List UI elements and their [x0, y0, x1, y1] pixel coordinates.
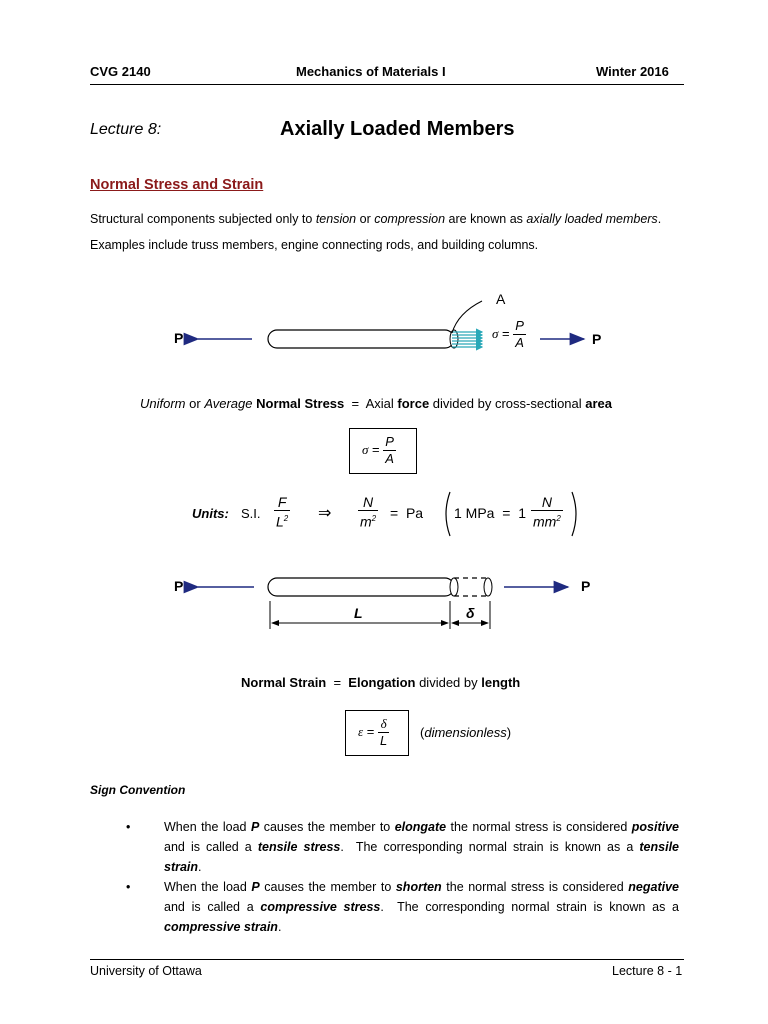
- elongated-end: [484, 578, 492, 596]
- strain-definition: Normal Strain = Elongation divided by length: [241, 675, 521, 690]
- intro-line-1: Structural components subjected only to tension or compression are known as axially loaded members.: [90, 212, 662, 226]
- footer-page: Lecture 8 - 1: [612, 964, 683, 978]
- footer-rule: [90, 959, 684, 960]
- elongation-dashed: [454, 578, 488, 596]
- course-title: Mechanics of Materials I: [296, 64, 446, 79]
- figure1-load-left: P: [174, 330, 184, 346]
- figure1-stress-formula: σ = $\frac{P}{A}$: [492, 318, 524, 350]
- intro-line-2: Examples include truss members, engine connecting rods, and building columns.: [90, 238, 539, 252]
- bar-2: [268, 578, 454, 596]
- header-rule: [90, 84, 684, 85]
- figure1-load-right: P: [592, 331, 602, 347]
- sign-convention-list: [126, 817, 683, 937]
- lecture-title: Axially Loaded Members: [280, 118, 515, 140]
- list-item: • When the load P causes the member to shorten the normal stress is considered negative and is called a compressive stress. The corresponding normal strain is known as a compressive strain.: [126, 877, 679, 937]
- term: Winter 2016: [596, 64, 669, 79]
- course-code: CVG 2140: [90, 64, 151, 79]
- units-force-over-area: $\frac{F}{L^2}$: [276, 494, 289, 530]
- stress-formula-box: σ = $\frac{P}{A}$: [349, 428, 417, 474]
- figure2-load-right: P: [581, 578, 591, 594]
- figure-elongation: [160, 565, 620, 635]
- units-mpa: 1 MPa = 1: [454, 505, 526, 521]
- units-newton-per-mm2: $\frac{N}{mm^2}$: [533, 494, 561, 530]
- original-end: [450, 578, 458, 596]
- area-leader: [452, 301, 482, 333]
- strain-formula-box: ε = $\frac{\delta}{L}$: [345, 710, 409, 756]
- lecture-label: Lecture 8:: [90, 121, 162, 138]
- footer-university: University of Ottawa: [90, 964, 202, 978]
- length-label: L: [354, 605, 363, 621]
- delta-label: δ: [466, 605, 475, 621]
- dimensionless-note: (dimensionless): [420, 725, 512, 740]
- bar: [268, 330, 454, 348]
- units-pascal: = Pa: [390, 505, 424, 521]
- list-item: • When the load P causes the member to elongate the normal stress is considered positive and is called a tensile stress. The corresponding normal strain is known as a tensile strain.: [126, 817, 679, 877]
- units-label: Units:: [192, 506, 229, 521]
- implies-symbol: ⇒: [318, 505, 332, 522]
- figure2-load-left: P: [174, 578, 184, 594]
- section-heading: Normal Stress and Strain: [90, 177, 264, 193]
- units-si: S.I.: [241, 506, 261, 521]
- figure1-area-label: A: [496, 291, 506, 307]
- bullet-icon: •: [126, 880, 131, 894]
- figure-axial-stress: [160, 285, 620, 385]
- bullet-icon: •: [126, 820, 131, 834]
- stress-definition: Uniform or Average Normal Stress = Axial force divided by cross-sectional area: [140, 396, 613, 411]
- cut-face: [450, 330, 458, 348]
- units-newton-per-m2: $\frac{N}{m^2}$: [360, 494, 377, 530]
- sign-convention-heading: Sign Convention: [90, 783, 186, 797]
